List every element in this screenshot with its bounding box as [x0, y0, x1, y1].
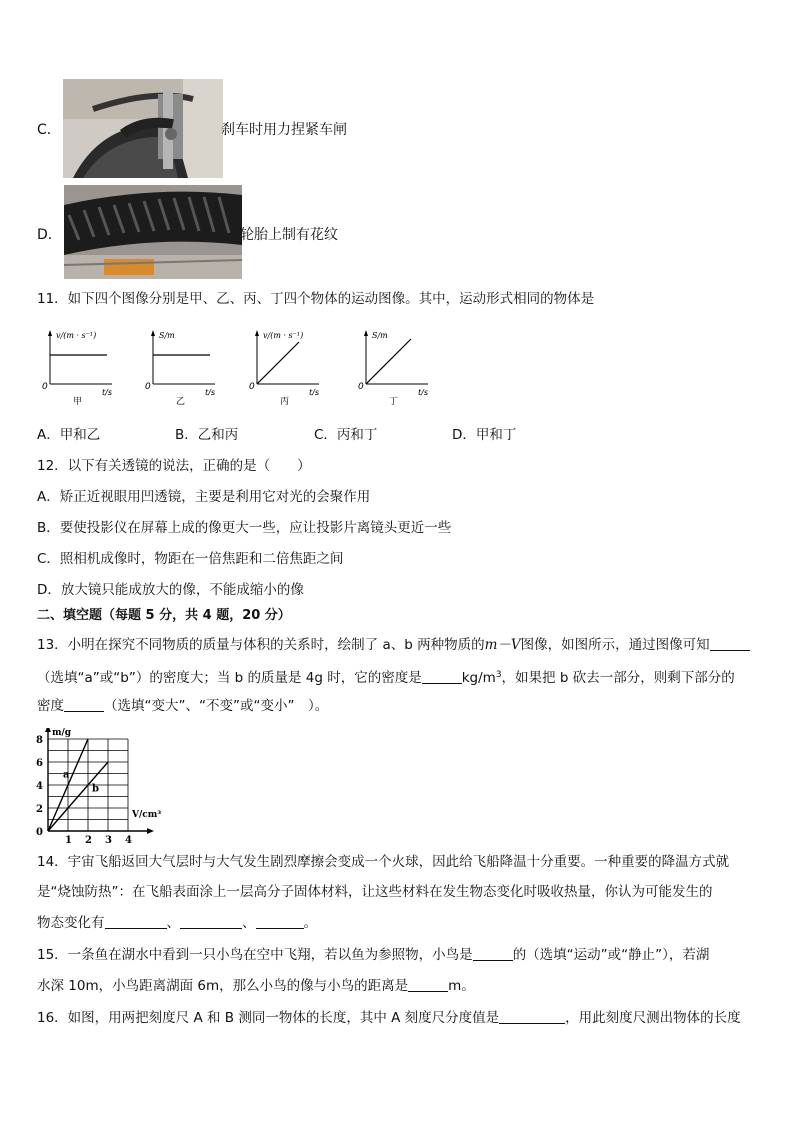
- y-tick-label: 8: [36, 735, 43, 746]
- q12-option-d: D．放大镜只能成放大的像，不能成缩小的像: [37, 582, 304, 598]
- option-d-text: 轮胎上制有花纹: [240, 227, 338, 243]
- graph-ding-xlabel: t/s: [418, 388, 428, 397]
- graph-jia-origin: 0: [42, 382, 48, 392]
- answer-blank[interactable]: [710, 636, 750, 651]
- x-axis-label: V/cm³: [132, 810, 162, 820]
- y-tick-label: 0: [36, 827, 43, 838]
- q12-option-a: A．矫正近视眼用凹透镜，主要是利用它对光的会聚作用: [37, 489, 371, 505]
- y-axis-arrow: [45, 728, 51, 732]
- y-tick-label: 2: [36, 804, 43, 815]
- q14-line1: 14．宇宙飞船返回大气层时与大气发生剧烈摩擦会变成一个火球，因此给飞船降温十分重要。一种重要的降温方式就: [37, 854, 730, 870]
- answer-blank[interactable]: [256, 914, 304, 929]
- graph-bing-xlabel: t/s: [309, 388, 319, 397]
- q11-stem: 11．如下四个图像分别是甲、乙、丙、丁四个物体的运动图像。其中，运动形式相同的物体是: [37, 291, 595, 307]
- answer-blank[interactable]: [64, 697, 104, 712]
- q13-line3: 密度 （选填“变大”、“不变”或“变小” ）。: [37, 698, 329, 714]
- graph-yi: [143, 326, 223, 406]
- answer-blank[interactable]: [499, 1009, 565, 1024]
- graph-bing-ylabel: v/(m · s⁻¹): [263, 331, 304, 340]
- series-label-b: b: [92, 783, 99, 795]
- answer-blank[interactable]: [408, 977, 448, 992]
- y-tick-label: 6: [36, 758, 43, 769]
- q12-option-c: C．照相机成像时，物距在一倍焦距和二倍焦距之间: [37, 551, 344, 567]
- answer-blank[interactable]: [473, 946, 513, 961]
- answer-blank[interactable]: [422, 669, 462, 684]
- tire-tread-photo: [64, 185, 242, 279]
- mass-volume-chart: [30, 728, 180, 846]
- option-c-text: 刹车时用力捏紧车闸: [221, 122, 347, 138]
- brake-photo: [63, 79, 223, 178]
- graph-jia-ylabel: v/(m · s⁻¹): [56, 331, 97, 340]
- graph-yi-ylabel: S/m: [159, 331, 175, 340]
- option-d-letter: D．: [37, 227, 62, 243]
- q12-stem: 12．以下有关透镜的说法，正确的是（ ）: [37, 458, 311, 474]
- q13-line1: 13．小明在探究不同物质的质量与体积的关系时，绘制了 a、b 两种物质的m－V图像，如图所示，通过图像可知: [37, 635, 750, 655]
- q14-line3: 物态变化有 、 、 。: [37, 915, 317, 931]
- answer-blank[interactable]: [105, 914, 167, 929]
- graph-bing: [247, 326, 327, 406]
- x-tick-label: 4: [125, 835, 132, 846]
- q11-option-c: C．丙和丁: [314, 427, 378, 443]
- graph-jia: [40, 326, 120, 406]
- x-tick-label: 3: [105, 835, 112, 846]
- graph-jia-caption: 甲: [73, 397, 83, 406]
- q11-option-a: A．甲和乙: [37, 427, 101, 443]
- graph-bing-origin: 0: [249, 382, 255, 392]
- q11-option-b: B．乙和丙: [175, 427, 239, 443]
- y-tick-label: 4: [36, 781, 43, 792]
- x-axis-arrow: [147, 828, 154, 834]
- graph-yi-xlabel: t/s: [205, 388, 215, 397]
- graph-yi-caption: 乙: [176, 397, 186, 406]
- option-c-letter: C．: [37, 122, 61, 138]
- graph-yi-origin: 0: [145, 382, 151, 392]
- graph-bing-caption: 丙: [280, 397, 290, 406]
- q15-line2: 水深 10m，小鸟距离湖面 6m，那么小鸟的像与小鸟的距离是 m。: [37, 978, 475, 994]
- q14-line2: 是“烧蚀防热”：在飞船表面涂上一层高分子固体材料，让这些材料在发生物态变化时吸收热量，你认为可能发生的: [37, 884, 713, 900]
- q11-option-d: D．甲和丁: [452, 427, 517, 443]
- y-axis-label: m/g: [52, 728, 72, 738]
- series-label-a: a: [63, 769, 70, 781]
- graph-ding: [356, 326, 436, 406]
- answer-blank[interactable]: [180, 914, 242, 929]
- x-tick-label: 2: [85, 835, 92, 846]
- graph-jia-xlabel: t/s: [102, 388, 112, 397]
- q12-option-b: B．要使投影仪在屏幕上成的像更大一些，应让投影片离镜头更近一些: [37, 520, 452, 536]
- graph-ding-caption: 丁: [389, 397, 399, 406]
- section-heading: 二、填空题（每题 5 分，共 4 题，20 分）: [37, 608, 291, 623]
- q15-line1: 15．一条鱼在湖水中看到一只小鸟在空中飞翔，若以鱼为参照物，小鸟是 的（选填“运动”或“静止”），若湖: [37, 947, 710, 963]
- graph-ding-origin: 0: [358, 382, 364, 392]
- x-tick-label: 1: [65, 835, 72, 846]
- q16-line1: 16．如图，用两把刻度尺 A 和 B 测同一物体的长度，其中 A 刻度尺分度值是 ，用此刻度尺测出物体的长度: [37, 1010, 741, 1026]
- graph-ding-ylabel: S/m: [372, 331, 388, 340]
- q13-line2: （选填“a”或“b”）的密度大；当 b 的质量是 4g 时，它的密度是 $kg/m^3$，如果把 b 砍去一部分，则剩下部分的: [37, 670, 735, 686]
